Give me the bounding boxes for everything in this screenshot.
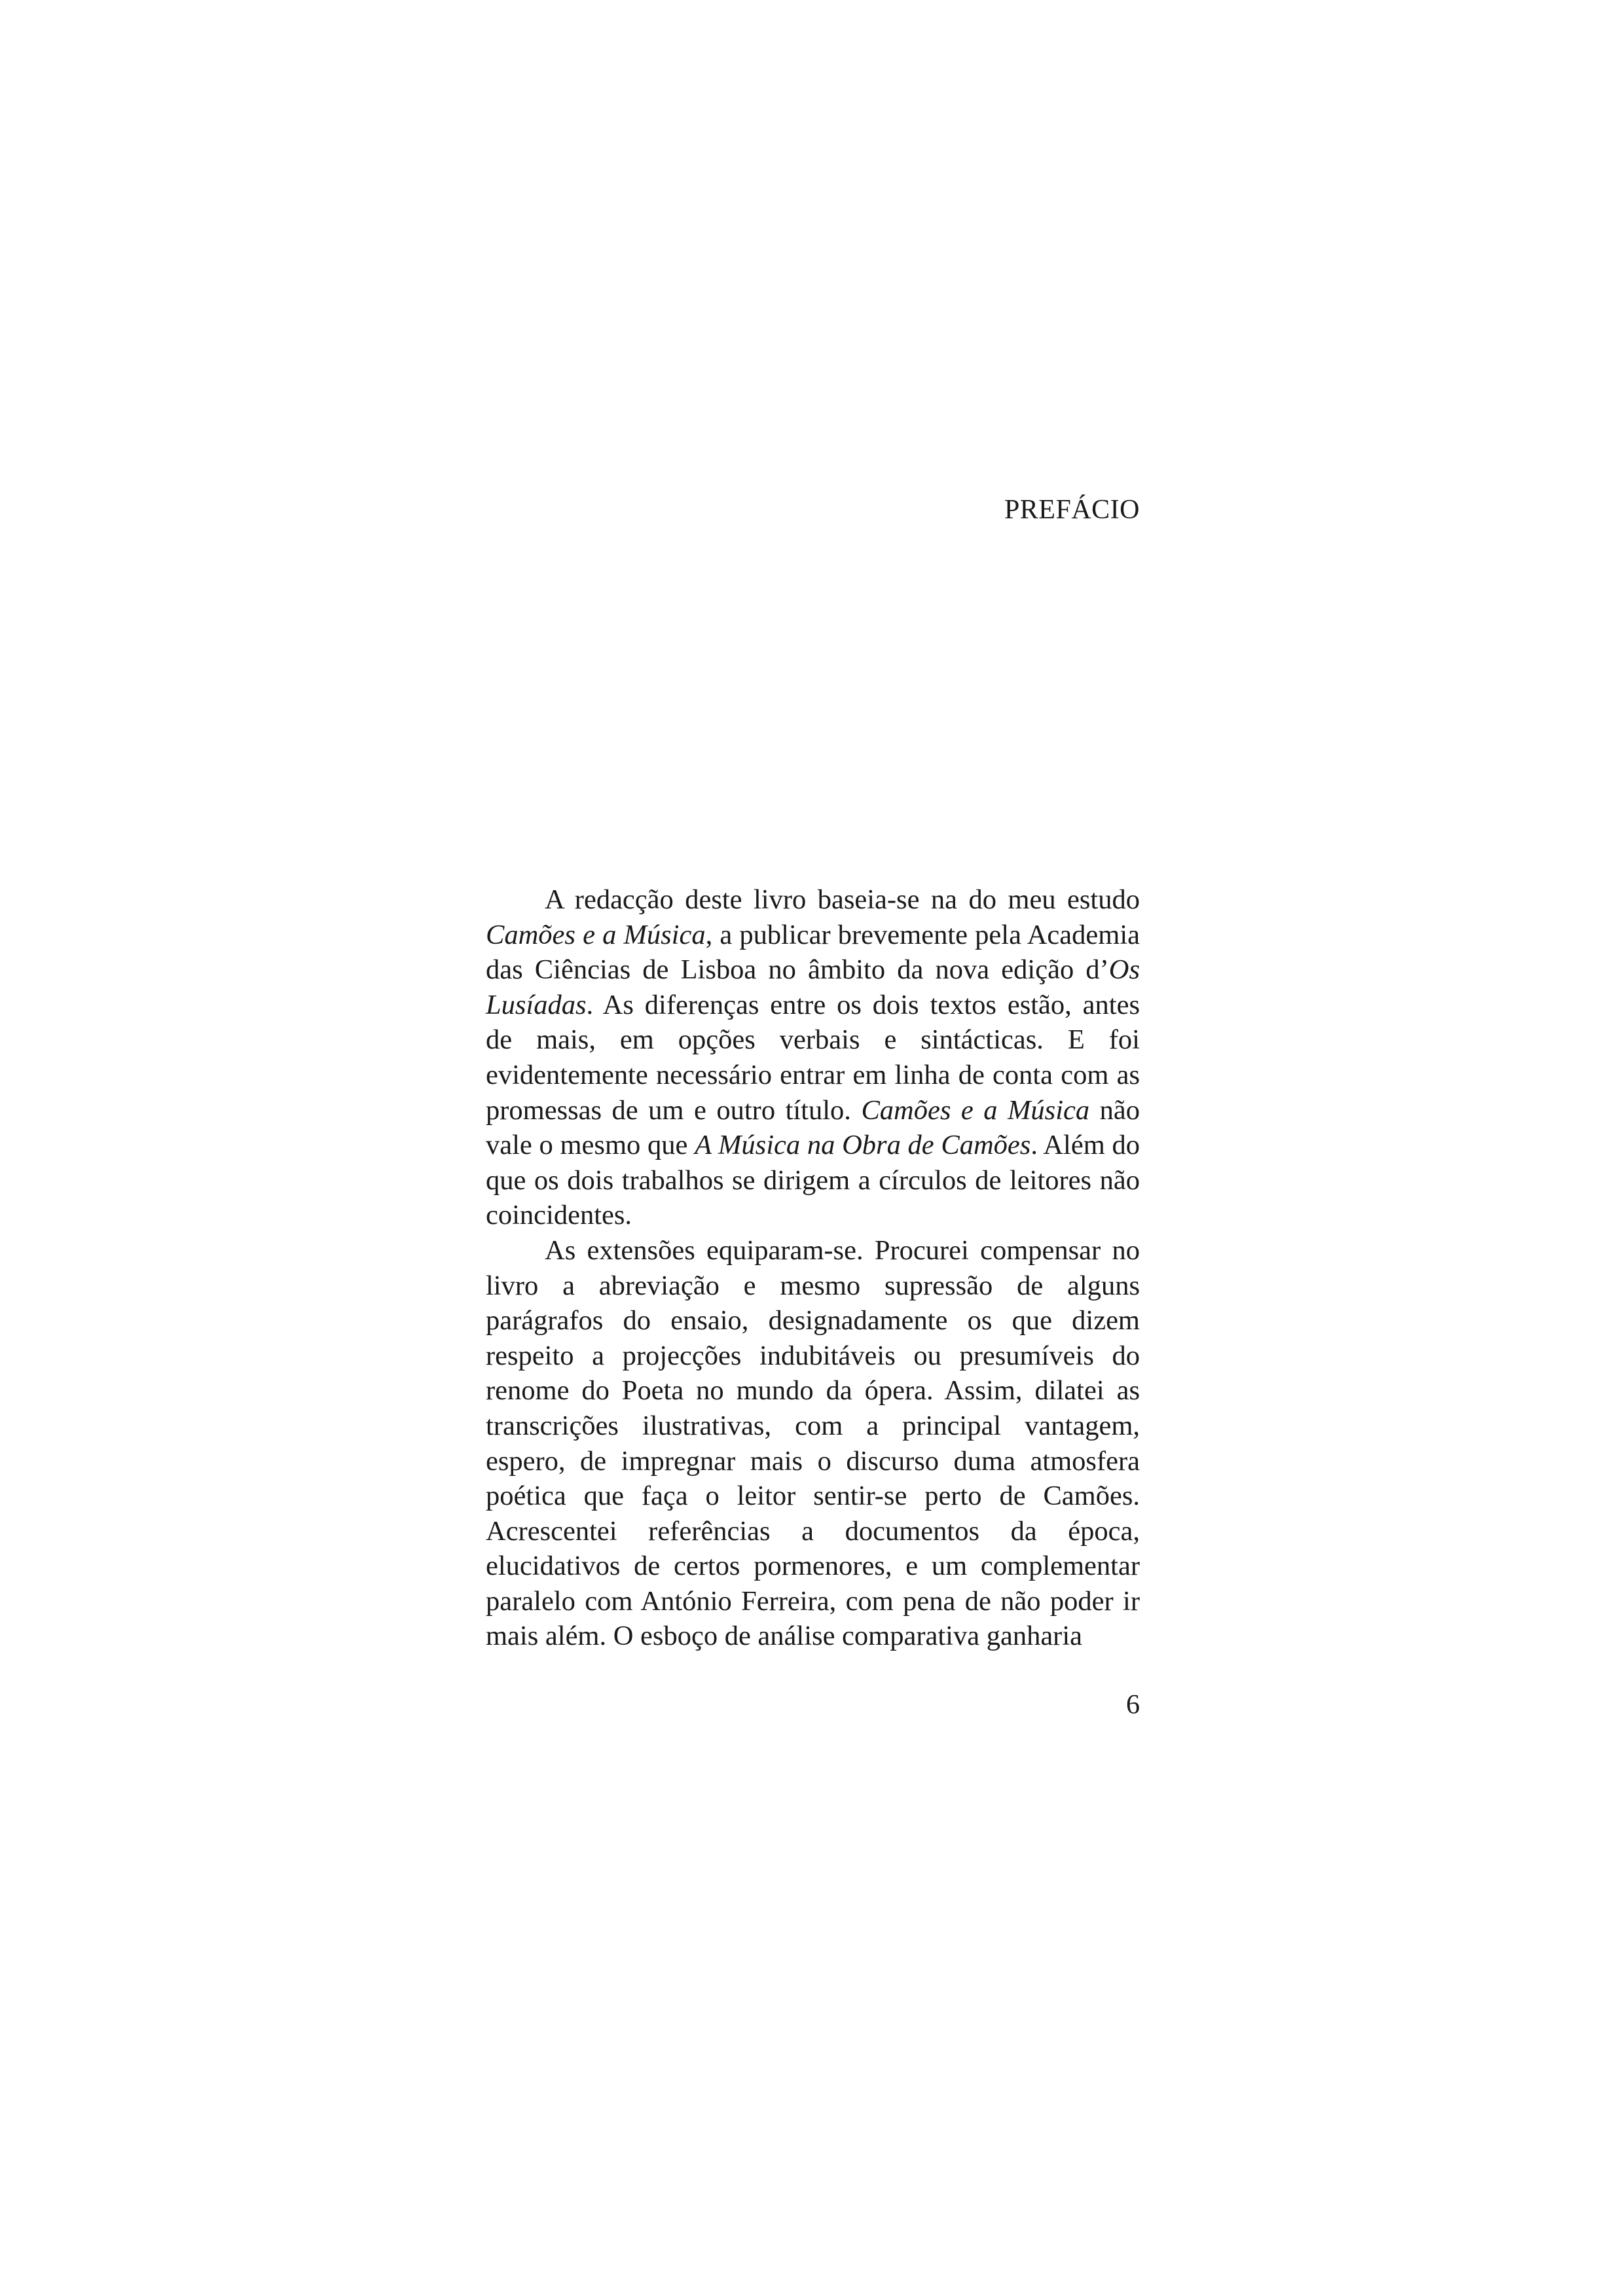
paragraph-text: . As diferenças entre os dois textos estão, antes de mais, em opções verbais e sintácticas. E foi evidentemente necessário entrar em linha de conta com as promessas de um e outro título. — [486, 989, 1140, 1126]
body-text — [486, 882, 1140, 1654]
paragraph-text: . Além do que os dois trabalhos se dirigem a círculos de leitores não coincidentes. — [486, 1130, 1140, 1231]
italic-title-text: Os Lusíadas — [486, 954, 1140, 1020]
paragraph-text: não vale o mesmo que — [486, 1094, 1140, 1161]
italic-title-text: Camões e a Música — [486, 919, 706, 950]
paragraph-2 — [486, 1233, 1140, 1654]
paragraph-text: , a publicar brevemente pela Academia das Ciências de Lisboa no âmbito da nova edição d’ — [486, 919, 1140, 986]
paragraph-text: A redacção deste livro baseia-se na do meu estudo — [545, 884, 1140, 915]
page-number: 6 — [1126, 1690, 1140, 1720]
paragraph-1 — [486, 882, 1140, 1233]
paragraph-text: As extensões equiparam-se. Procurei compensar no livro a abreviação e mesmo supressão de alguns parágrafos do ensaio, designadamente os que dizem respeito a projecções indubitáveis ou presumíveis do renome do Poeta no mundo da ópera. Assim, dilatei as transcrições ilustrativas, com a principal vantagem, espero, de impregnar mais o discurso duma atmosfera poética que faça o leitor sentir-se perto de Camões. Acrescentei referências a documentos da época, elucidativos de certos pormenores, e um complementar paralelo com António Ferreira, com pena de não poder ir mais além. O esboço de análise comparativa ganharia — [486, 1234, 1140, 1652]
italic-title-text: A Música na Obra de Camões — [695, 1130, 1031, 1161]
italic-title-text: Camões e a Música — [861, 1094, 1090, 1126]
running-title: PREFÁCIO — [1004, 495, 1140, 525]
